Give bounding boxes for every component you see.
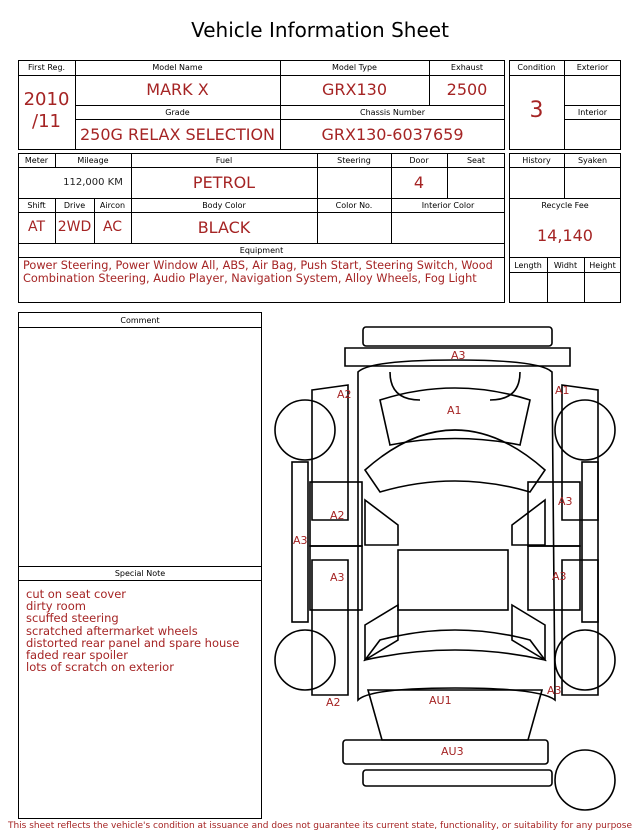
body-color: BLACK	[197, 218, 251, 237]
door: 4	[413, 173, 425, 192]
fuel-label: Fuel	[215, 156, 233, 165]
history-label: History	[522, 156, 551, 165]
mark-front-right-fender: A1	[555, 384, 570, 397]
height-label: Height	[589, 261, 616, 270]
right-sill	[582, 462, 598, 622]
mileage: 112,000 KM	[63, 177, 123, 188]
drive-label: Drive	[63, 201, 86, 210]
grade-label: Grade	[165, 108, 190, 117]
color-no-label: Color No.	[335, 201, 373, 210]
first-reg-year: 2010	[23, 89, 70, 110]
interior-label: Interior	[577, 108, 608, 117]
mark-left-rear-fender: A2	[326, 696, 341, 709]
door-label: Door	[409, 156, 429, 165]
equipment-label: Equipment	[239, 246, 284, 255]
steering-label: Steering	[337, 156, 371, 165]
mileage-label: Mileage	[77, 156, 109, 165]
mark-left-front-door: A2	[330, 509, 345, 522]
condition-label: Condition	[517, 63, 556, 72]
exhaust: 2500	[446, 80, 488, 99]
syaken-label: Syaken	[577, 156, 608, 165]
note-line: dirty room	[26, 599, 86, 614]
mark-front-bumper: A3	[451, 349, 466, 362]
model-name-label: Model Name	[152, 63, 203, 72]
wheel-rear-right	[555, 630, 615, 690]
shift-label: Shift	[27, 201, 46, 210]
note-line: distorted rear panel and spare house	[26, 635, 240, 650]
aircon-label: Aircon	[99, 201, 126, 210]
special-note-label: Special Note	[114, 569, 166, 578]
wheel-front-left	[275, 400, 335, 460]
note-line: faded rear spoiler	[26, 648, 128, 663]
aircon: AC	[102, 219, 123, 235]
exhaust-label: Exhaust	[450, 63, 484, 72]
mark-right-rear-fender: A3	[547, 684, 562, 697]
recycle-fee: 14,140	[537, 226, 593, 245]
wheel-rear-left	[275, 630, 335, 690]
note-line: lots of scratch on exterior	[26, 660, 174, 675]
shift: AT	[27, 219, 46, 235]
mark-rear-bumper: AU3	[441, 745, 464, 758]
rear-window	[365, 630, 545, 660]
length-label: Length	[514, 261, 542, 270]
note-line: cut on seat cover	[26, 587, 127, 601]
page-title: Vehicle Information Sheet	[191, 18, 449, 42]
mark-left-sill: A3	[293, 534, 308, 547]
model-type: GRX130	[321, 80, 387, 99]
model-name: MARK X	[146, 80, 209, 99]
wheel-front-right	[555, 400, 615, 460]
spare-wheel	[555, 750, 615, 810]
comment-label: Comment	[120, 316, 160, 325]
drive: 2WD	[57, 219, 92, 235]
front-bumper-panel	[363, 327, 552, 346]
note-line: scuffed steering	[26, 611, 119, 626]
recycle-fee-label: Recycle Fee	[541, 201, 589, 210]
mark-trunk: AU1	[429, 694, 452, 707]
mark-left-rear-door: A3	[330, 571, 345, 584]
fuel: PETROL	[192, 173, 256, 192]
trunk-panel	[368, 690, 542, 740]
interior-color-label: Interior Color	[421, 201, 475, 210]
meter-label: Meter	[24, 156, 49, 165]
width-label: Widht	[553, 261, 578, 270]
note-line: scratched aftermarket wheels	[26, 623, 198, 638]
mark-right-rear-door: A3	[552, 570, 567, 583]
equipment-list: Power Steering, Power Window All, ABS, Air Bag, Push Start, Steering Switch, Wood Combination Steering, Audio Player, Navigation System, Alloy Wheels, Fog Light	[23, 259, 493, 285]
chassis-number: GRX130-6037659	[321, 125, 464, 144]
chassis-label: Chassis Number	[360, 108, 425, 117]
mark-hood: A1	[447, 404, 462, 417]
body-color-label: Body Color	[202, 201, 246, 210]
first-reg-month: /11	[32, 111, 61, 132]
condition-grade: 3	[529, 98, 544, 123]
disclaimer-footer: This sheet reflects the vehicle's condition at issuance and does not guarantee its current state, functionality, or suitability for any purpose	[7, 821, 633, 831]
exterior-label: Exterior	[576, 63, 609, 72]
seat-label: Seat	[466, 156, 486, 165]
roof-panel	[398, 550, 508, 610]
mark-front-left-fender: A2	[337, 388, 352, 401]
mark-right-front-door: A3	[558, 495, 573, 508]
grade: 250G RELAX SELECTION	[79, 125, 276, 144]
first-reg-label: First Reg.	[27, 63, 66, 72]
model-type-label: Model Type	[332, 63, 377, 72]
